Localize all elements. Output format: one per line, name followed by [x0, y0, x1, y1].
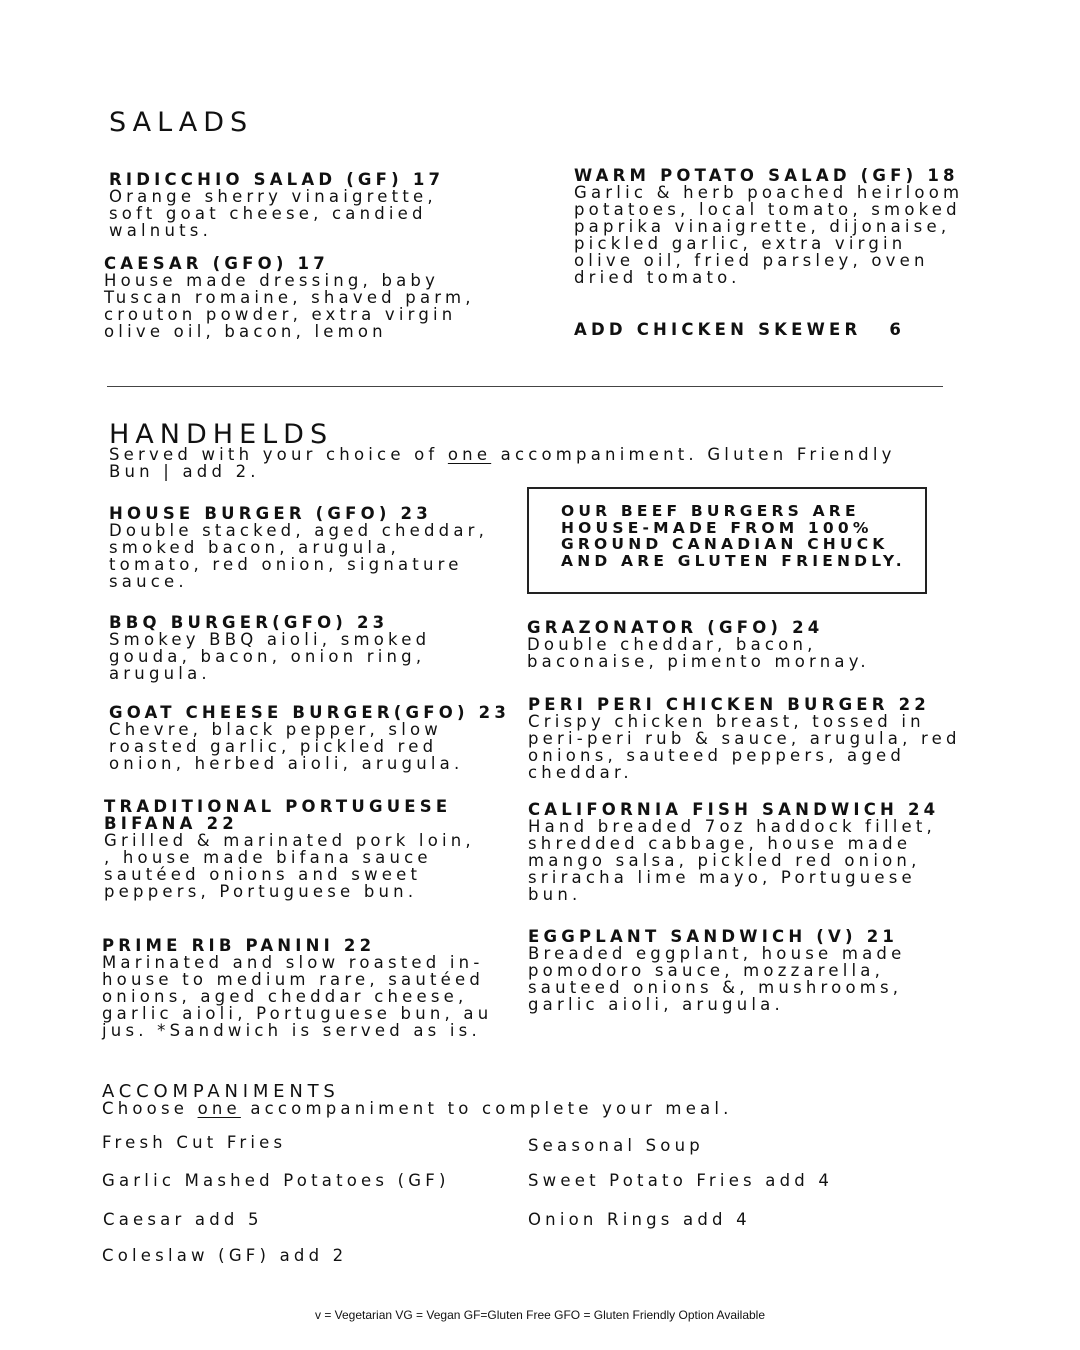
item-name: PRIME RIB PANINI 22 — [102, 936, 376, 955]
accompaniments-title: ACCOMPANIMENTS — [102, 1081, 340, 1102]
item-name: BBQ BURGER(GFO) 23 — [109, 613, 389, 632]
intro-underlined: one — [447, 445, 492, 464]
item-description: Orange sherry vinaigrette, soft goat cheese, candied walnuts. — [109, 187, 437, 240]
menu-item — [109, 704, 529, 772]
menu-item — [528, 801, 968, 903]
item-name: RIDICCHIO SALAD (GF) 17 — [109, 170, 445, 189]
intro-text: Choose — [102, 1099, 198, 1118]
item-description: Garlic & herb poached heirloom potatoes, local tomato, smoked paprika vinaigrette, dijonaise, pickled garlic, extra virgin olive oil, fried parsley, oven dried tomato. — [574, 183, 964, 287]
intro-text: Served with your choice of — [109, 445, 448, 464]
beef-note-box — [527, 487, 927, 594]
add-on-price: 6 — [889, 320, 906, 339]
item-description: Double cheddar, bacon, baconaise, pimento mornay. — [527, 635, 870, 671]
item-name: EGGPLANT SANDWICH (V) 21 — [528, 927, 899, 946]
menu-item — [109, 614, 489, 682]
accompaniments-header — [102, 1083, 862, 1117]
salads-title: SALADS — [109, 107, 254, 138]
menu-item — [574, 167, 969, 286]
menu-item — [102, 937, 497, 1039]
item-description: Double stacked, aged cheddar, smoked bacon, arugula, tomato, red onion, signature sauce. — [109, 521, 489, 591]
dietary-legend: v = Vegetarian VG = Vegan GF=Gluten Free GFO = Gluten Friendly Option Available — [314, 1308, 766, 1322]
accompaniment-item: Seasonal Soup — [528, 1136, 704, 1155]
menu-item — [528, 928, 948, 1013]
handhelds-title: HANDHELDS — [109, 419, 334, 450]
item-description: House made dressing, baby Tuscan romaine, shaved parm, crouton powder, extra virgin olive oil, bacon, lemon — [104, 271, 475, 341]
item-name: CAESAR (GFO) 17 — [104, 254, 329, 273]
accompaniment-item: Caesar add 5 — [103, 1210, 263, 1229]
accompaniment-item: Sweet Potato Fries add 4 — [528, 1171, 834, 1190]
accompaniments-intro — [102, 1100, 862, 1117]
accompaniment-item: Garlic Mashed Potatoes (GF) — [102, 1171, 450, 1190]
item-name: GRAZONATOR (GFO) 24 — [527, 618, 824, 637]
intro-text-end: accompaniment. Gluten Friendly Bun | add 2. — [109, 445, 896, 481]
accompaniment-item: Onion Rings add 4 — [528, 1210, 751, 1229]
item-name: GOAT CHEESE BURGER(GFO) 23 — [109, 703, 511, 722]
item-description: Chevre, black pepper, slow roasted garlic, pickled red onion, herbed aioli, arugula. — [109, 720, 464, 773]
menu-item — [527, 619, 927, 670]
item-description: Crispy chicken breast, tossed in peri-peri rub & sauce, arugula, red onions, sauteed peppers, aged cheddar. — [528, 712, 961, 782]
menu-item — [104, 255, 499, 340]
item-description: Marinated and slow roasted in-house to medium rare, sautéed onions, aged cheddar cheese, garlic aioli, Portuguese bun, au jus. *Sandwich is served as is. — [102, 953, 493, 1040]
item-name: CALIFORNIA FISH SANDWICH 24 — [528, 800, 940, 819]
accompaniment-item: Fresh Cut Fries — [102, 1133, 287, 1152]
item-name: PERI PERI CHICKEN BURGER 22 — [528, 695, 930, 714]
item-name: HOUSE BURGER (GFO) 23 — [109, 504, 432, 523]
intro-text-end: accompaniment to complete your meal. — [240, 1099, 733, 1118]
menu-item — [109, 505, 499, 590]
add-on-label: ADD CHICKEN SKEWER — [574, 320, 862, 339]
accompaniment-item: Coleslaw (GF) add 2 — [102, 1246, 348, 1265]
menu-item — [109, 171, 489, 239]
menu-item — [104, 798, 479, 900]
menu-item — [528, 696, 968, 781]
item-name: TRADITIONAL PORTUGUESE BIFANA 22 — [104, 797, 452, 833]
item-name: WARM POTATO SALAD (GF) 18 — [574, 166, 959, 185]
section-divider — [107, 386, 943, 387]
add-on — [574, 321, 954, 338]
handhelds-intro — [109, 446, 899, 480]
intro-underlined: one — [197, 1099, 241, 1118]
item-description: Breaded eggplant, house made pomodoro sauce, mozzarella, sauteed onions &, mushrooms, garlic aioli, arugula. — [528, 944, 906, 1014]
beef-note: OUR BEEF BURGERS ARE HOUSE-MADE FROM 100% GROUND CANADIAN CHUCK AND ARE GLUTEN FRIENDLY. — [561, 502, 906, 570]
item-description: Smokey BBQ aioli, smoked gouda, bacon, onion ring, arugula. — [109, 630, 431, 683]
item-description: Hand breaded 7oz haddock fillet, shredded cabbage, house made mango salsa, pickled red onion, sriracha lime mayo, Portuguese bun. — [528, 817, 937, 904]
item-description: Grilled & marinated pork loin, , house made bifana sauce sautéed onions and sweet peppers, Portuguese bun. — [104, 831, 475, 901]
